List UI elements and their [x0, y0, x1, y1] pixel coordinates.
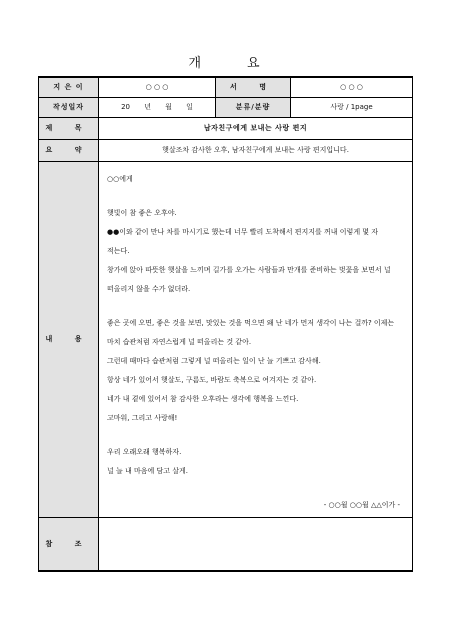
page-title: [0, 52, 450, 71]
subject-value: 남자친구에게 보내는 사랑 편지: [99, 117, 413, 139]
letter-line: 그런데 때마다 습관처럼 그렇게 널 떠올리는 일이 난 늘 기쁘고 감사해.: [107, 356, 321, 365]
subject-row: [39, 117, 413, 139]
date-row: [39, 97, 413, 117]
date-value: 20 년 월 일: [99, 97, 216, 117]
letter-line: 네가 내 곁에 있어서 참 감사한 오후라는 생각에 행복을 느낀다.: [107, 394, 299, 403]
author-value: ○ ○ ○: [99, 77, 216, 97]
author-label: 지 은 이: [39, 77, 99, 97]
category-value: 사랑 / 1page: [291, 97, 413, 117]
title-left: 개: [188, 56, 203, 71]
letter-line: 좋은 곳에 오면, 좋은 것을 보면, 맛있는 것을 먹으면 왜 난 네가 먼저 생각이 나는 걸까? 이제는 마치 습관처럼 자연스럽게 널 떠올리는 것 같아.: [107, 318, 395, 346]
letter-line: 창가에 앉아 따뜻한 햇살을 느끼며 길가를 오가는 사람들과 만개를 준비하는 벚꽃을 보면서 널 떠올리지 않을 수가 없더라.: [107, 265, 391, 293]
letter-body: [99, 161, 413, 517]
reference-label: 참 조: [39, 517, 99, 571]
category-label: 분류/분량: [216, 97, 291, 117]
overview-form-table: [38, 76, 413, 572]
letter-line: 우리 오래오래 행복하자.: [107, 447, 182, 456]
content-label: 내 용: [39, 161, 99, 517]
letter-line: ●●이와 같이 만나 차를 마시기로 했는데 너무 빨리 도착해서 편지지를 꺼내 이렇게 몇 자 적는다.: [107, 227, 379, 255]
reference-value: [99, 517, 413, 571]
letter-line: 항상 네가 있어서 햇살도, 구름도, 바람도 축복으로 여겨지는 것 같아.: [107, 375, 317, 384]
summary-value: 햇살조차 감사한 오후, 남자친구에게 보내는 사랑 편지입니다.: [99, 139, 413, 161]
writer-value: ○ ○ ○: [291, 77, 413, 97]
date-label: 작성일자: [39, 97, 99, 117]
title-right: 요: [247, 56, 262, 71]
writer-label: 서 명: [216, 77, 291, 97]
letter-line: 널 늘 내 마음에 담고 살게.: [107, 466, 188, 475]
letter-signature: - ○○월 ○○월 △△이가 -: [323, 500, 400, 509]
summary-row: [39, 139, 413, 161]
letter-greeting: ○○에게: [107, 174, 133, 183]
subject-label: 제 목: [39, 117, 99, 139]
summary-label: 요 약: [39, 139, 99, 161]
reference-row: [39, 517, 413, 571]
content-row: [39, 161, 413, 517]
author-row: [39, 77, 413, 97]
letter-line: 햇빛이 참 좋은 오후야.: [107, 208, 177, 217]
letter-line: 고마워, 그리고 사랑해!: [107, 413, 178, 422]
